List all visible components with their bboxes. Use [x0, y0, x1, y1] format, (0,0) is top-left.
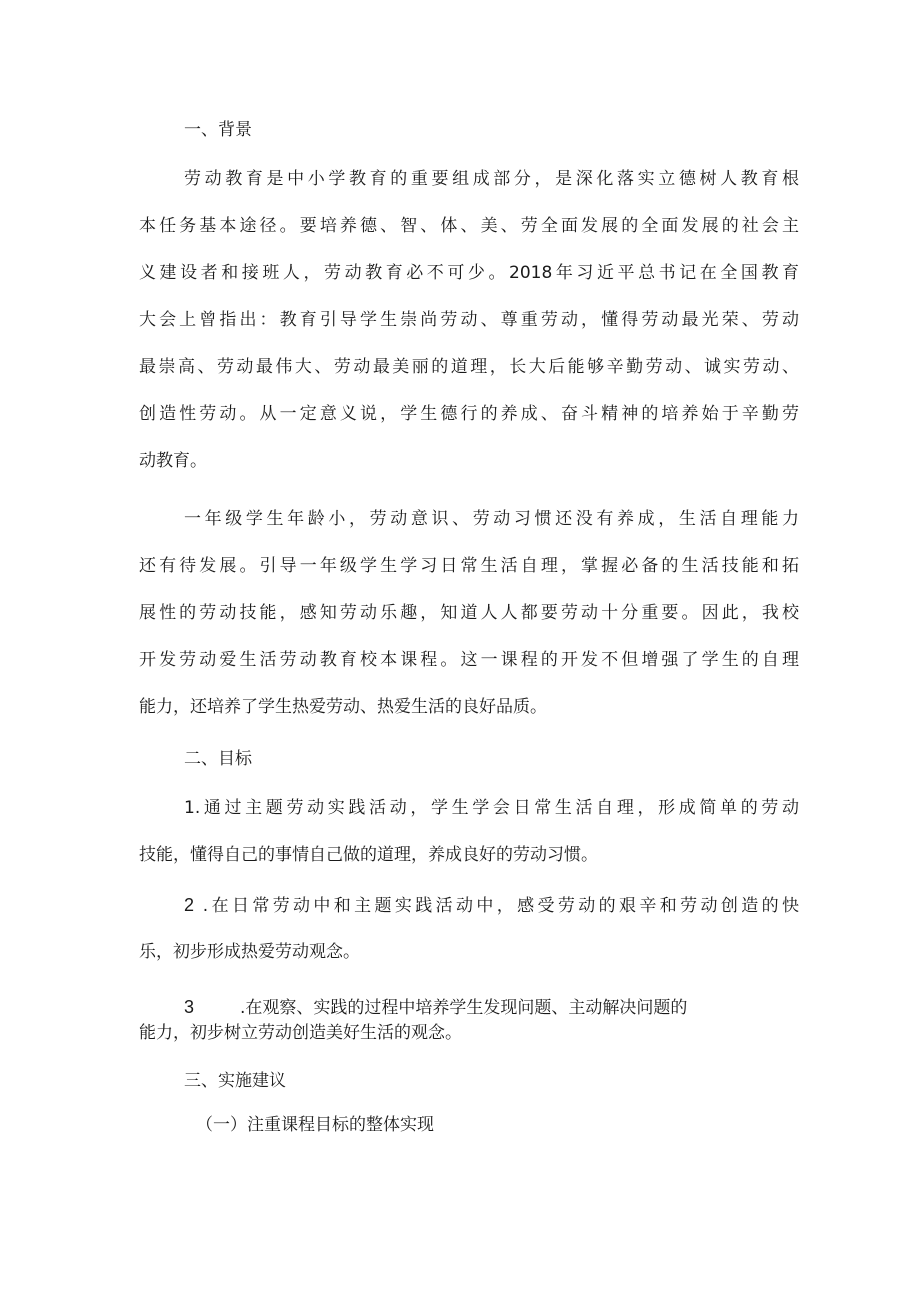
paragraph-line: 最崇高、劳动最伟大、劳动最美丽的道理，长大后能够辛勤劳动、诚实劳动、 — [139, 357, 799, 377]
goal-line: 乐，初步形成热爱劳动观念。 — [139, 942, 360, 962]
heading-implementation: 三、实施建议 — [184, 1071, 286, 1091]
paragraph-line: 创造性劳动。从一定意义说，学生德行的养成、奋斗精神的培养始于辛勤劳 — [139, 404, 799, 424]
paragraph-line: 展性的劳动技能，感知劳动乐趣，知道人人都要劳动十分重要。因此，我校 — [139, 603, 799, 623]
heading-background: 一、背景 — [184, 120, 252, 140]
goal-text: .在观察、实践的过程中培养学生发现问题、主动解决问题的 — [240, 998, 688, 1018]
paragraph-line: 动教育。 — [139, 451, 207, 471]
paragraph-line: 能力，还培养了学生热爱劳动、热爱生活的良好品质。 — [139, 697, 547, 717]
paragraph-line: 本任务基本途径。要培养德、智、体、美、劳全面发展的全面发展的社会主 — [139, 216, 799, 236]
paragraph-line: 义建设者和接班人，劳动教育必不可少。2018年习近平总书记在全国教育 — [139, 263, 799, 283]
subheading: （一）注重课程目标的整体实现 — [196, 1115, 434, 1135]
heading-goals: 二、目标 — [184, 749, 252, 769]
goal-text: .在日常劳动中和主题实践活动中，感受劳动的艰辛和劳动创造的快 — [202, 896, 799, 916]
paragraph-line: 劳动教育是中小学教育的重要组成部分，是深化落实立德树人教育根 — [184, 169, 799, 189]
goal-line: 技能，懂得自己的事情自己做的道理，养成良好的劳动习惯。 — [139, 845, 598, 865]
goal-line — [184, 893, 799, 918]
goal-line — [184, 995, 799, 1020]
paragraph-line: 开发劳动爱生活劳动教育校本课程。这一课程的开发不但增强了学生的自理 — [139, 650, 799, 670]
goal-line: 能力，初步树立劳动创造美好生活的观念。 — [139, 1023, 462, 1043]
paragraph-line: 一年级学生年龄小，劳动意识、劳动习惯还没有养成，生活自理能力 — [184, 509, 799, 529]
goal-number: 2 — [184, 895, 195, 915]
paragraph-line: 还有待发展。引导一年级学生学习日常生活自理，掌握必备的生活技能和拓 — [139, 556, 799, 576]
goal-number: 3 — [184, 997, 195, 1017]
paragraph-line: 大会上曾指出：教育引导学生崇尚劳动、尊重劳动，懂得劳动最光荣、劳动 — [139, 310, 799, 330]
goal-line: 1.通过主题劳动实践活动，学生学会日常生活自理，形成简单的劳动 — [184, 798, 799, 818]
